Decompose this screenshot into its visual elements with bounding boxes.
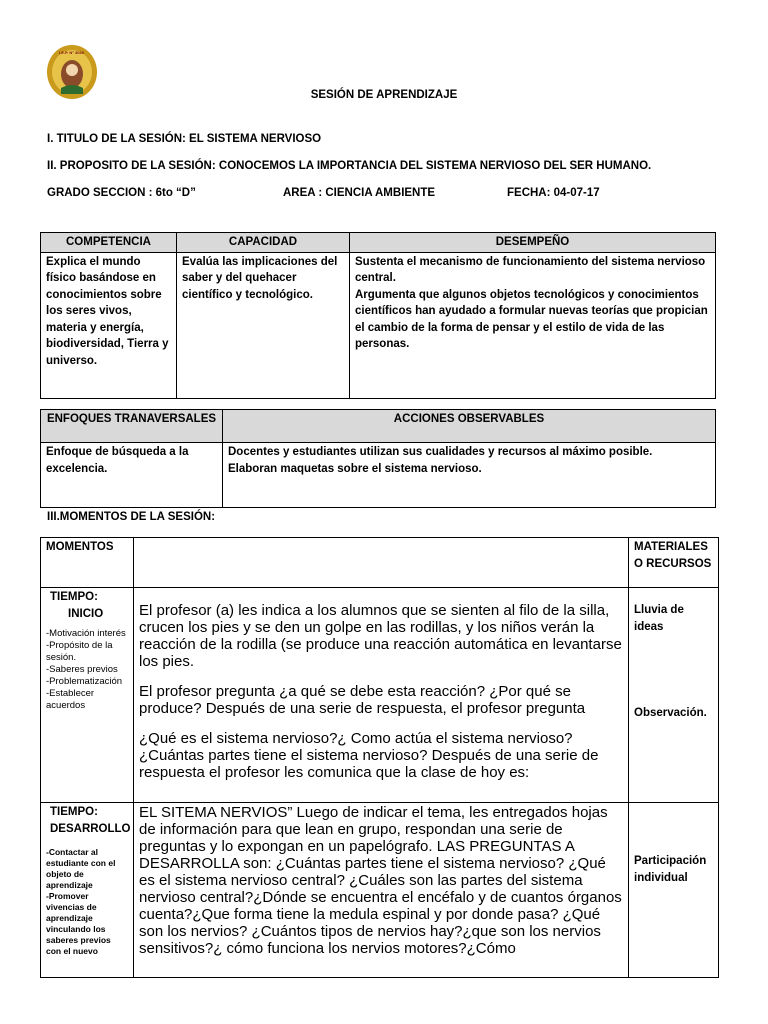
capacidad-cell: Evalúa las implicaciones del saber y del quehacer científico y tecnológico. (177, 252, 350, 398)
desarrollo-step: -Contactar al estudiante con el objeto de aprendizaje (46, 847, 116, 890)
material-observacion: Observación. (634, 707, 707, 719)
inicio-step: -Propósito de la sesión. (46, 640, 113, 663)
desempeno-1: Sustenta el mecanismo de funcionamiento del sistema nervioso central. (355, 255, 706, 284)
accion-1: Docentes y estudiantes utilizan sus cualidades y recursos al máximo posible. (228, 446, 653, 458)
desarrollo-cell (41, 803, 134, 978)
col-enfoques: ENFOQUES TRANAVERSALES (41, 410, 223, 443)
page-title: SESIÓN DE APRENDIZAJE (310, 89, 458, 101)
session-title: I. TITULO DE LA SESIÓN: EL SISTEMA NERVIOSO (47, 133, 322, 145)
logo-label: I.E.P. N° 3049 (59, 50, 84, 55)
col-momentos: MOMENTOS (41, 538, 134, 588)
desarrollo-content (134, 803, 629, 978)
inicio-p3: ¿Qué es el sistema nervioso?¿ Como actúa el sistema nervioso? ¿Cuántas partes tiene el sistema nervioso? Después de una serie de respuesta el profesor les comunica que la clase de hoy es: (139, 730, 599, 781)
col-competencia: COMPETENCIA (41, 233, 177, 253)
material-participacion: Participación individual (634, 855, 707, 884)
inicio-step: -Problematización (46, 676, 123, 687)
inicio-step: -Establecer acuerdos (46, 688, 95, 711)
col-blank (134, 538, 629, 588)
inicio-name: INICIO (68, 607, 104, 620)
desarrollo-materials (629, 803, 719, 978)
col-desempeno: DESEMPEÑO (350, 233, 716, 253)
desarrollo-tiempo: TIEMPO: (50, 806, 98, 818)
inicio-materials (629, 588, 719, 803)
col-materiales: MATERIALES O RECURSOS (629, 538, 719, 588)
col-acciones: ACCIONES OBSERVABLES (223, 410, 716, 443)
desempeno-2: Argumenta que algunos objetos tecnológicos y conocimientos científicos han ayudado a formular nuevas teorías que propician el cambio de la forma de pensar y el estilo de vida de las personas. (355, 288, 708, 350)
desarrollo-name: DESARROLLO (50, 822, 131, 835)
grade-section: GRADO SECCION : 6to “D” (47, 187, 196, 199)
inicio-p2: El profesor pregunta ¿a qué se debe esta reacción? ¿Por qué se produce? Después de una serie de respuesta, el profesor pregunta (139, 683, 586, 717)
inicio-cell (41, 588, 134, 803)
desarrollo-p1: EL SITEMA NERVIOS” Luego de indicar el tema, les entregados hojas de información para que lean en grupo, respondan una serie de preguntas y lo expongan en un papelógrafo. LAS PREGUNTAS A DESARROLLA son: ¿Cuántas partes tiene el sistema nervioso? ¿Qué es el sistema nervioso central? ¿Cuáles son las partes del sistema nervioso central?¿Dónde se encuentra el encéfalo y de cuantos órganos cuenta?¿Que forma tiene la medula espinal y por donde pasa? ¿Qué son los nervios? ¿Cuántos tipos de nervios hay?¿que son los nervios sensitivos?¿ cómo funciona los nervios motores?¿Cómo (139, 804, 622, 957)
acciones-cell (223, 443, 716, 508)
moments-table (40, 537, 719, 978)
approaches-table (40, 409, 716, 508)
competencia-cell: Explica el mundo físico basándose en conocimientos sobre los seres vivos, materia y energía, biodiversidad, Tierra y universo. (41, 252, 177, 398)
inicio-tiempo: TIEMPO: (50, 591, 98, 603)
competencies-table (40, 232, 716, 399)
session-purpose: II. PROPOSITO DE LA SESIÓN: CONOCEMOS LA IMPORTANCIA DEL SISTEMA NERVIOSO DEL SER HUMANO. (47, 160, 652, 172)
col-capacidad: CAPACIDAD (177, 233, 350, 253)
inicio-p1: El profesor (a) les indica a los alumnos que se sienten al filo de la silla, crucen los pies y se den un golpe en las rodillas, y los niños verán la reacción de la rodilla (se produce una reacción automática en levantarse los pies. (139, 602, 622, 670)
enfoque-cell: Enfoque de búsqueda a la excelencia. (41, 443, 223, 508)
material-lluvia: Lluvia de ideas (634, 604, 684, 633)
date: FECHA: 04-07-17 (507, 187, 600, 199)
accion-2: Elaboran maquetas sobre el sistema nervioso. (228, 462, 482, 475)
desempeno-cell (350, 252, 716, 398)
moments-title: III.MOMENTOS DE LA SESIÓN: (47, 511, 216, 523)
desarrollo-step: -Promover vivencias de aprendizaje vinculando los saberes previos con el nuevo (46, 891, 111, 956)
inicio-content (134, 588, 629, 803)
inicio-step: -Saberes previos (46, 664, 118, 675)
inicio-step: -Motivación interés (46, 628, 126, 639)
area: AREA : CIENCIA AMBIENTE (283, 187, 436, 199)
